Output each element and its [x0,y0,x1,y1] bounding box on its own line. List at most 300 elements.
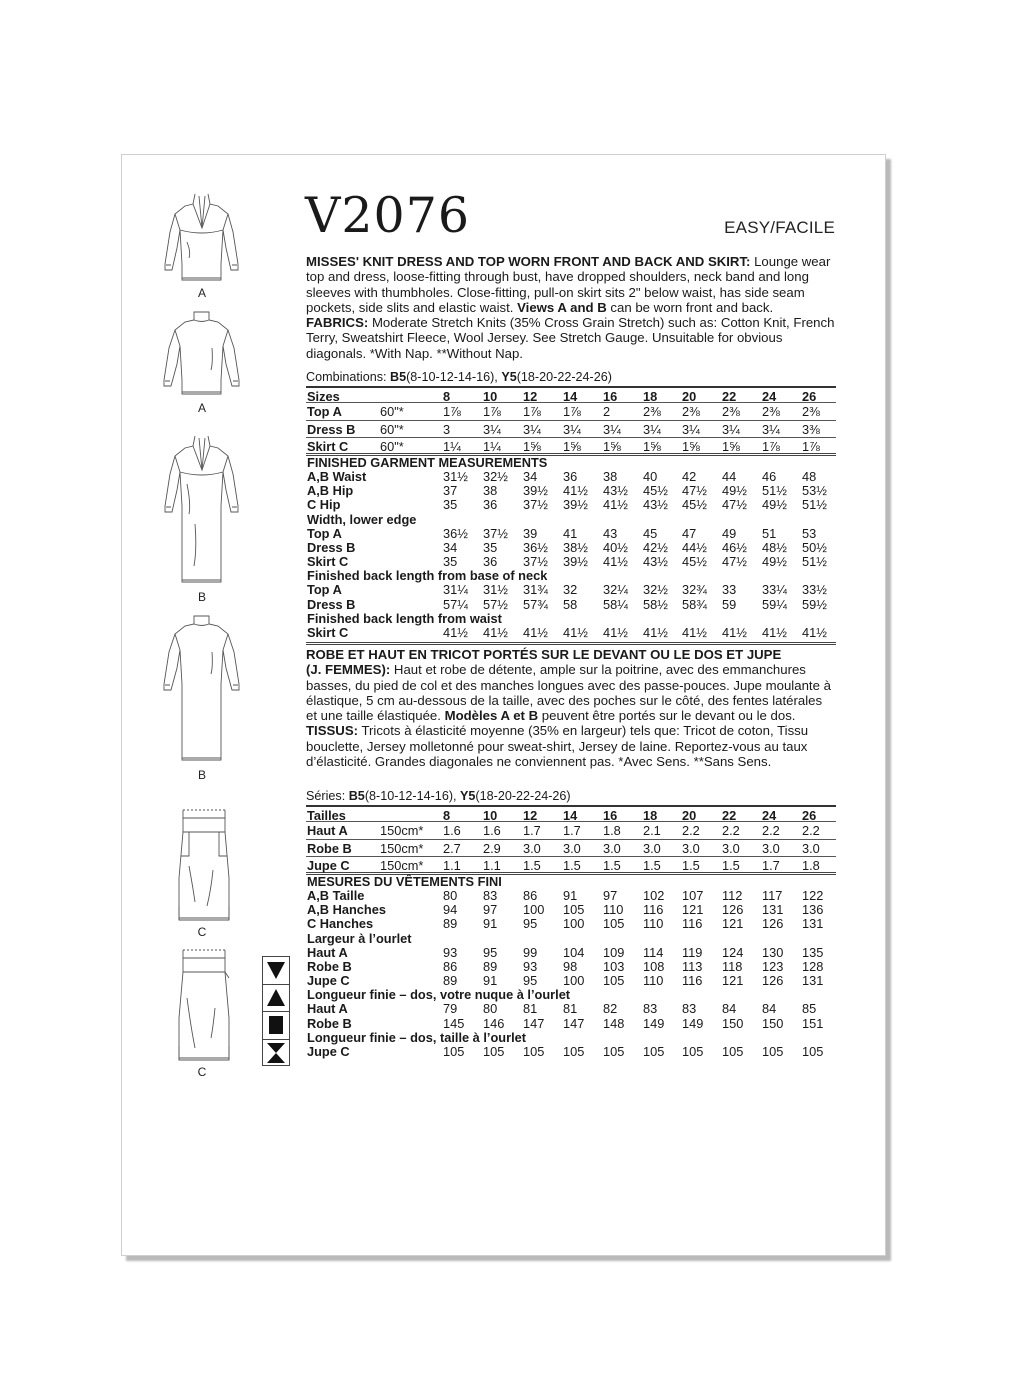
size-column-header: 24 [762,808,777,823]
measurement-row [306,484,836,498]
measurement-cell: 81 [523,1001,538,1017]
measurement-cell: 31¼ [443,582,468,598]
section-heading-text: Longueur finie – dos, taille à l’ourlet [307,1029,526,1045]
section-heading-text: Finished back length from waist [307,610,502,626]
measurement-cell: 36 [483,554,498,570]
measurement-cell: 105 [682,1044,704,1060]
yardage-cell: 1⅝ [523,439,541,455]
row-label: C Hip [307,497,341,513]
measurement-cell: 110 [643,916,664,932]
english-description: MISSES' KNIT DRESS AND TOP WORN FRONT AND BACK AND SKIRT: Lounge wear top and dress, loose-fitting through bust, have dropped shoulders, neck band and long sleeves with thumbholes. Close-fitting, pull-on skirt sits 2" below waist, has side seam pockets, side slits and elastic waist. Views A and B can be worn front and back. FABRICS: Moderate Stretch Knits (35% Cross Grain Stretch) such as: Cotton Knit, French Terry, Sweatshirt Fleece, Wool Jersey. See Stretch Gauge. Unsuitable for obvious diagonals. *With Nap. **Without Nap. [306,254,835,361]
measurement-cell: 37½ [523,497,548,513]
measurement-cell: 149 [682,1015,704,1031]
yardage-cell: 2.2 [762,823,780,838]
measurement-cell: 91 [483,973,498,989]
row-label: Robe B [307,958,352,974]
pattern-symbols-box [262,956,290,1066]
measurements-title-text: MESURES DU VÊTEMENTS FINI [307,873,502,889]
row-label: Top A [307,404,342,419]
yardage-cell: 1.7 [523,823,541,838]
yardage-cell: 2⅜ [762,404,780,419]
yardage-cell: 3.0 [802,840,820,856]
measurement-cell: 131 [802,916,824,932]
yardage-cell: 3.0 [643,840,661,856]
yardage-cell: 3.0 [762,840,780,856]
measurement-cell: 40½ [603,539,628,555]
yardage-cell: 1⅞ [523,404,541,419]
measurement-cell: 41½ [802,625,827,641]
measurement-cell: 105 [443,1044,465,1060]
size-column-header: 26 [802,808,817,823]
measurement-cell: 53½ [802,483,827,499]
view-b-front-illustration [155,434,250,586]
measurement-cell: 100 [523,902,545,918]
measurements-title-text: FINISHED GARMENT MEASUREMENTS [307,454,548,470]
measurement-cell: 84 [722,1001,737,1017]
fabric-width: 150cm* [380,823,424,838]
measurement-cell: 128 [802,958,824,974]
measurement-cell: 32½ [643,582,668,598]
yardage-cell: 1.1 [443,858,461,874]
measurement-cell: 42 [682,468,697,484]
measurement-cell: 97 [603,887,618,903]
row-label: Dress B [307,596,356,612]
yardage-cell: 3⅜ [802,421,820,437]
row-label: Jupe C [307,973,350,989]
measurement-cell: 43½ [603,483,628,499]
measurement-cell: 95 [523,973,538,989]
measurement-cell: 89 [483,958,498,974]
measurement-cell: 93 [443,944,458,960]
measurement-cell: 147 [523,1015,545,1031]
row-label: Haut A [307,1001,348,1017]
measurement-section-heading [306,988,836,1002]
measurement-cell: 95 [483,944,498,960]
view-label: B [197,590,206,604]
measurement-cell: 131 [802,973,824,989]
measurement-cell: 105 [762,1044,784,1060]
measurement-cell: 105 [722,1044,744,1060]
measurement-cell: 39½ [563,554,588,570]
measurement-cell: 151 [802,1015,824,1031]
measurement-cell: 32½ [483,468,508,484]
measurement-cell: 100 [563,973,585,989]
size-column-header: 8 [443,389,451,404]
view-a-back-illustration [155,308,250,400]
view-c-back-illustration [175,948,231,1064]
measurement-cell: 146 [483,1015,505,1031]
measurement-cell: 43½ [643,497,668,513]
yardage-cell: 1⅞ [563,404,581,419]
measurement-row [306,946,836,960]
yardage-cell: 1⅝ [603,439,621,455]
measurement-cell: 57¾ [523,596,548,612]
measurement-cell: 100 [563,916,585,932]
measurement-cell: 35 [443,554,458,570]
measurement-cell: 86 [443,958,458,974]
french-description: ROBE ET HAUT EN TRICOT PORTÉS SUR LE DEVANT OU LE DOS ET JUPE (J. FEMMES): Haut et robe de détente, ample sur la poitrine, avec des emmanchures basses, du pied de col et des manches longues avec des passe-pouces. Jupe moulante à élastique, 5 cm au-dessous de la taille, avec des poches sur le côté, des fentes latérales et une taille élastiquée. Modèles A et B peuvent être portés sur le devant ou le dos. TISSUS: Tricots à élasticité moyenne (35% en largeur) tels que: Tricot de coton, Tissu bouclette, Jersey molletonné pour sweat-shirt, Jersey de laine. Reportez-vous au taux d’élasticité. Grandes diagonales ne conviennent pas. *Avec Sens. **Sans Sens. [306,647,831,770]
yardage-cell: 2.2 [722,823,740,838]
measurement-row [306,1045,836,1059]
row-label: Haut A [307,823,348,838]
measurement-cell: 47 [682,525,697,541]
size-column-header: 14 [563,808,578,823]
yardage-cell: 1¼ [443,439,461,455]
measurement-cell: 39 [523,525,538,541]
measurement-cell: 41½ [603,497,628,513]
yardage-row [306,857,836,875]
yardage-row [306,403,836,421]
row-label: A,B Hip [307,483,354,499]
section-heading-text: Largeur à l’ourlet [307,930,412,946]
yardage-cell: 2.2 [802,823,820,838]
measurement-cell: 44½ [682,539,707,555]
measurement-cell: 89 [443,973,458,989]
sizes-label: Tailles [307,808,346,823]
measurement-cell: 147 [563,1015,585,1031]
measurement-row [306,598,836,612]
measurement-cell: 89 [443,916,458,932]
measurement-cell: 46 [762,468,777,484]
measurement-row [306,917,836,931]
measurement-cell: 51½ [802,554,827,570]
yardage-cell: 3¼ [722,421,740,437]
measurement-cell: 118 [722,958,743,974]
measurement-row [306,555,836,569]
measurement-cell: 37 [443,483,458,499]
measurement-cell: 94 [443,902,458,918]
measurement-cell: 39½ [563,497,588,513]
measurement-cell: 58¾ [682,596,707,612]
size-column-header: 24 [762,389,777,404]
measurement-cell: 47½ [722,554,747,570]
yardage-row [306,438,836,456]
measurement-cell: 84 [762,1001,777,1017]
row-label: Robe B [307,1015,352,1031]
row-label: A,B Hanches [307,902,386,918]
measurement-cell: 80 [483,1001,498,1017]
measurement-cell: 45½ [682,554,707,570]
measurement-cell: 93 [523,958,538,974]
row-label: Jupe C [307,858,350,874]
measurement-cell: 40 [643,468,658,484]
measurement-cell: 116 [643,902,664,918]
down-triangle-icon [263,957,289,985]
yardage-cell: 3.0 [722,840,740,856]
view-label: A [197,401,206,415]
measurement-row [306,527,836,541]
measurement-cell: 32 [563,582,578,598]
measurement-row [306,889,836,903]
yardage-cell: 3.0 [682,840,700,856]
section-divider [306,642,836,645]
measurement-row [306,498,836,512]
row-label: Skirt C [307,554,349,570]
measurements-title [306,875,836,889]
french-combinations: Séries: B5(8-10-12-14-16), Y5(18-20-22-24-26) [306,789,571,803]
yardage-cell: 3.0 [603,840,621,856]
sizes-label: Sizes [307,389,340,404]
measurement-cell: 122 [802,887,824,903]
measurement-cell: 35 [443,497,458,513]
sizes-header-row [306,805,836,822]
measurement-row [306,1002,836,1016]
measurement-cell: 41½ [603,554,628,570]
measurement-cell: 110 [643,973,664,989]
yardage-cell: 1.5 [603,858,621,874]
yardage-cell: 1.7 [563,823,581,838]
yardage-cell: 1.5 [722,858,740,874]
measurement-cell: 31½ [443,468,468,484]
english-combinations: Combinations: B5(8-10-12-14-16), Y5(18-20-22-24-26) [306,370,612,384]
size-column-header: 26 [802,389,817,404]
fabric-width: 150cm* [380,858,424,874]
size-column-header: 22 [722,808,737,823]
measurement-cell: 105 [603,1044,625,1060]
measurement-cell: 45½ [682,497,707,513]
measurement-cell: 49½ [722,483,747,499]
yardage-cell: 1⅞ [802,439,820,455]
measurement-cell: 43 [603,525,618,541]
yardage-cell: 1.5 [682,858,700,874]
measurement-row [306,583,836,597]
measurement-cell: 33¼ [762,582,787,598]
measurement-cell: 45 [643,525,658,541]
measurement-cell: 95 [523,916,538,932]
yardage-cell: 1⅞ [483,404,501,419]
measurement-cell: 41½ [523,625,548,641]
measurement-cell: 85 [802,1001,817,1017]
measurement-cell: 82 [603,1001,618,1017]
row-label: A,B Taille [307,887,365,903]
measurement-cell: 109 [603,944,625,960]
measurement-cell: 36 [483,497,498,513]
view-a-front-illustration [155,192,250,284]
measurement-cell: 46½ [722,539,747,555]
french-size-table [306,805,836,1059]
measurement-cell: 37½ [483,525,508,541]
size-column-header: 12 [523,389,538,404]
measurement-cell: 110 [603,902,624,918]
measurement-section-heading [306,513,836,527]
yardage-cell: 3¼ [643,421,661,437]
measurement-cell: 145 [443,1015,465,1031]
measurement-cell: 34 [443,539,458,555]
yardage-cell: 1.6 [483,823,501,838]
measurement-cell: 51½ [762,483,787,499]
measurement-cell: 49 [722,525,737,541]
measurement-cell: 39½ [523,483,548,499]
english-title: MISSES' KNIT DRESS AND TOP WORN FRONT AND BACK AND SKIRT: [306,254,751,269]
sizes-header-row [306,386,836,403]
measurement-cell: 36½ [523,539,548,555]
section-heading-text: Longueur finie – dos, votre nuque à l’ourlet [307,987,571,1003]
measurement-cell: 105 [483,1044,505,1060]
square-icon [263,1012,289,1040]
measurement-cell: 41½ [443,625,468,641]
size-column-header: 10 [483,808,498,823]
measurement-cell: 48½ [762,539,787,555]
measurement-cell: 116 [682,973,703,989]
measurement-cell: 107 [682,887,704,903]
measurement-cell: 121 [722,916,744,932]
measurement-cell: 41½ [563,625,588,641]
size-column-header: 14 [563,389,578,404]
fabric-width: 60"* [380,439,404,455]
measurement-cell: 126 [722,902,744,918]
measurement-cell: 44 [722,468,737,484]
measurement-cell: 108 [643,958,665,974]
size-column-header: 18 [643,808,658,823]
measurement-cell: 83 [643,1001,658,1017]
measurement-cell: 105 [563,902,585,918]
measurement-cell: 58½ [643,596,668,612]
measurement-cell: 36 [563,468,578,484]
size-column-header: 16 [603,389,618,404]
measurement-cell: 37½ [523,554,548,570]
yardage-cell: 1⅝ [643,439,661,455]
measurement-cell: 42½ [643,539,668,555]
measurement-cell: 41½ [483,625,508,641]
yardage-row [306,822,836,840]
view-label: A [197,286,206,300]
measurement-cell: 116 [682,916,703,932]
measurement-cell: 50½ [802,539,827,555]
yardage-cell: 1.8 [802,858,820,874]
fabric-width: 60"* [380,421,404,437]
measurement-cell: 121 [722,973,744,989]
measurement-cell: 119 [682,944,703,960]
measurement-cell: 33½ [802,582,827,598]
size-column-header: 22 [722,389,737,404]
yardage-cell: 1.8 [603,823,621,838]
measurement-cell: 35 [483,539,498,555]
row-label: C Hanches [307,916,374,932]
yardage-cell: 3¼ [563,421,581,437]
measurement-cell: 103 [603,958,625,974]
measurement-cell: 79 [443,1001,458,1017]
measurement-cell: 136 [802,902,824,918]
measurement-cell: 130 [762,944,784,960]
measurement-cell: 36½ [443,525,468,541]
yardage-cell: 1.6 [443,823,461,838]
measurement-cell: 117 [762,887,783,903]
measurement-cell: 97 [483,902,498,918]
yardage-cell: 3¼ [762,421,780,437]
measurement-row [306,626,836,640]
measurement-cell: 91 [483,916,498,932]
yardage-cell: 2⅜ [643,404,661,419]
measurement-section-heading [306,612,836,626]
measurement-cell: 91 [563,887,578,903]
view-b-back-illustration [155,612,250,764]
view-c-front-illustration [175,808,231,924]
yardage-cell: 1⅞ [443,404,461,419]
yardage-cell: 3¼ [523,421,541,437]
row-label: Top A [307,582,342,598]
size-column-header: 8 [443,808,451,823]
measurement-cell: 81 [563,1001,578,1017]
yardage-cell: 1⅝ [563,439,581,455]
measurement-cell: 43½ [643,554,668,570]
measurement-cell: 33 [722,582,737,598]
measurement-row [306,960,836,974]
yardage-cell: 1.7 [762,858,780,874]
measurement-cell: 83 [682,1001,697,1017]
measurement-cell: 38½ [563,539,588,555]
measurement-cell: 121 [682,902,704,918]
size-column-header: 20 [682,389,697,404]
measurement-row [306,903,836,917]
measurement-cell: 105 [643,1044,665,1060]
difficulty-label: EASY/FACILE [724,218,835,237]
measurement-cell: 114 [643,944,664,960]
measurement-cell: 113 [682,958,703,974]
measurement-row [306,470,836,484]
measurement-cell: 126 [762,973,784,989]
yardage-row [306,421,836,439]
measurement-cell: 105 [603,916,625,932]
measurement-cell: 105 [603,973,625,989]
measurement-cell: 31½ [483,582,508,598]
yardage-row [306,840,836,858]
measurement-cell: 150 [722,1015,744,1031]
measurement-cell: 53 [802,525,817,541]
row-label: Dress B [307,539,356,555]
measurement-cell: 47½ [722,497,747,513]
measurement-section-heading [306,569,836,583]
view-label: C [197,1065,207,1079]
measurement-cell: 58¼ [603,596,628,612]
row-label: Top A [307,525,342,541]
size-column-header: 10 [483,389,498,404]
measurement-cell: 47½ [682,483,707,499]
measurement-cell: 99 [523,944,538,960]
measurement-cell: 34 [523,468,538,484]
yardage-cell: 1⅝ [722,439,740,455]
size-column-header: 16 [603,808,618,823]
yardage-cell: 1¼ [483,439,501,455]
pattern-number: V2076 [305,187,471,244]
yardage-cell: 1.1 [483,858,501,874]
yardage-cell: 2.2 [682,823,700,838]
measurement-row [306,974,836,988]
measurement-cell: 148 [603,1015,625,1031]
view-label: C [197,925,207,939]
measurement-cell: 32¼ [603,582,628,598]
size-column-header: 18 [643,389,658,404]
yardage-cell: 1.5 [643,858,661,874]
yardage-cell: 3 [443,421,451,437]
measurement-cell: 41½ [722,625,747,641]
measurement-cell: 48 [802,468,817,484]
measurement-row [306,1017,836,1031]
measurement-cell: 41½ [682,625,707,641]
size-column-header: 20 [682,808,697,823]
fabric-width: 60"* [380,404,404,419]
measurement-cell: 49½ [762,497,787,513]
size-column-header: 12 [523,808,538,823]
yardage-cell: 1.5 [563,858,581,874]
measurement-cell: 51 [762,525,777,541]
measurement-cell: 123 [762,958,784,974]
measurement-cell: 105 [523,1044,545,1060]
measurement-cell: 126 [762,916,784,932]
row-label: Jupe C [307,1044,350,1060]
measurement-cell: 41½ [603,625,628,641]
measurement-cell: 57¼ [443,596,468,612]
measurement-cell: 57½ [483,596,508,612]
